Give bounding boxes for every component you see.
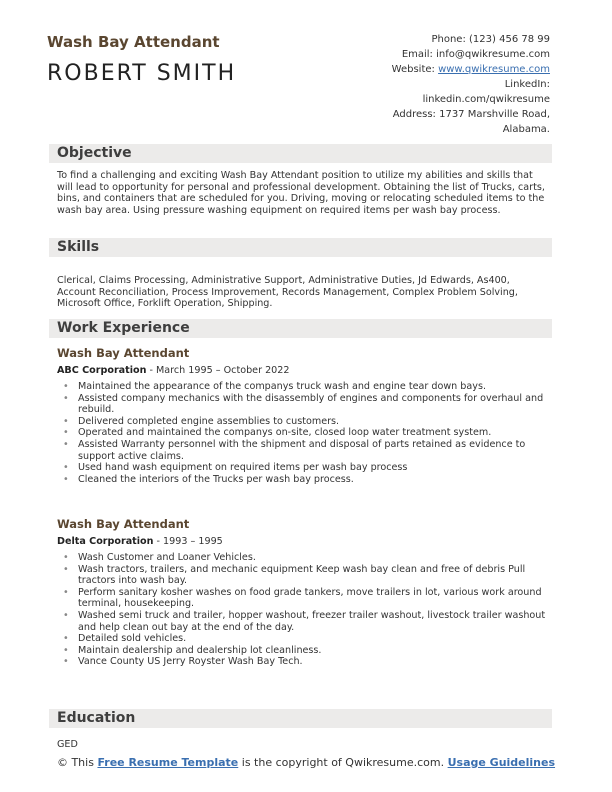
footer-middle: is the copyright of Qwikresume.com. — [238, 756, 448, 769]
linkedin-value: linkedin.com/qwikresume — [422, 94, 550, 105]
job-1-company: ABC Corporation — [57, 365, 147, 376]
usage-guidelines-link[interactable]: Usage Guidelines — [447, 756, 556, 769]
list-item: • Assisted company mechanics with the disassembly of engines and components for overhaul and rebuild. — [57, 393, 547, 416]
contact-phone — [320, 32, 550, 47]
list-item: • Detailed sold vehicles. — [57, 633, 547, 645]
address-label: Address: — [392, 109, 436, 120]
footer-prefix: © This — [56, 756, 98, 769]
skills-heading: Skills — [57, 239, 100, 255]
resume-job-title: Wash Bay Attendant — [47, 33, 220, 51]
list-item: • Used hand wash equipment on required items per wash bay process — [57, 462, 547, 474]
skills-text: Clerical, Claims Processing, Administrative Support, Administrative Duties, Jd Edwards, As400, Account Reconciliation, Process Improvement, Records Management, Complex Problem Solving, Microsoft Office, Forklift Operation, Shipping. — [57, 275, 518, 310]
job-2-title: Wash Bay Attendant — [57, 517, 190, 531]
education-section-header — [49, 709, 552, 728]
job-2-bullets — [57, 552, 547, 668]
contact-address — [320, 107, 550, 122]
copyright-footer — [0, 756, 612, 769]
website-label: Website: — [391, 64, 435, 75]
job-1-title: Wash Bay Attendant — [57, 346, 190, 360]
list-item: • Cleaned the interiors of the Trucks per wash bay process. — [57, 474, 547, 486]
list-item: • Maintain dealership and dealership lot cleanliness. — [57, 645, 547, 657]
free-resume-template-link[interactable]: Free Resume Template — [97, 756, 239, 769]
job-1-bullets — [57, 381, 547, 485]
list-item: • Delivered completed engine assemblies to customers. — [57, 416, 547, 428]
phone-label: Phone: — [431, 34, 466, 45]
list-item: • Washed semi truck and trailer, hopper washout, freezer trailer washout, livestock trailer washout and help clean out bay at the end of the day. — [57, 610, 547, 633]
experience-heading: Work Experience — [57, 320, 190, 336]
skills-section-header — [49, 238, 552, 257]
job-2-company-line — [57, 536, 223, 547]
contact-email — [320, 47, 550, 62]
job-1-company-line — [57, 365, 289, 376]
list-item: • Vance County US Jerry Royster Wash Bay Tech. — [57, 656, 547, 668]
email-value: info@qwikresume.com — [436, 49, 550, 60]
phone-value: (123) 456 78 99 — [469, 34, 550, 45]
education-text: GED — [57, 739, 78, 750]
objective-section-header — [49, 144, 552, 163]
list-item: • Perform sanitary kosher washes on food grade tankers, move trailers in lot, various work around terminal, housekeeping. — [57, 587, 547, 610]
candidate-name: ROBERT SMITH — [47, 61, 237, 86]
list-item: • Assisted Warranty personnel with the shipment and disposal of parts retained as evidence to support active claims. — [57, 439, 547, 462]
list-item: • Wash tractors, trailers, and mechanic equipment Keep wash bay clean and free of debris Pull tractors into wash bay. — [57, 564, 547, 587]
list-item: • Wash Customer and Loaner Vehicles. — [57, 552, 547, 564]
objective-heading: Objective — [57, 145, 132, 161]
contact-block — [320, 32, 550, 137]
job-2-dates: - 1993 – 1995 — [153, 536, 223, 547]
education-heading: Education — [57, 710, 136, 726]
list-item: • Maintained the appearance of the companys truck wash and engine tear down bays. — [57, 381, 547, 393]
list-item: • Operated and maintained the companys on-site, closed loop water treatment system. — [57, 427, 547, 439]
website-link[interactable]: www.qwikresume.com — [438, 64, 550, 75]
job-1-dates: - March 1995 – October 2022 — [146, 365, 290, 376]
objective-text: To find a challenging and exciting Wash Bay Attendant position to utilize my abilities and skills that will lead to opportunity for personal and professional development. Obtaining the list of Trucks, carts, bins, and containers that are scheduled for you. Driving, moving or relocating scheduled items to the wash bay area. Using pressure washing equipment on required items per wash bay process. — [57, 170, 545, 216]
contact-website — [320, 62, 550, 77]
job-2-company: Delta Corporation — [57, 536, 154, 547]
address-line1: 1737 Marshville Road, — [439, 109, 550, 120]
linkedin-label: LinkedIn: — [504, 79, 550, 90]
address-line2: Alabama. — [502, 124, 550, 135]
experience-section-header — [49, 319, 552, 338]
email-label: Email: — [401, 49, 433, 60]
